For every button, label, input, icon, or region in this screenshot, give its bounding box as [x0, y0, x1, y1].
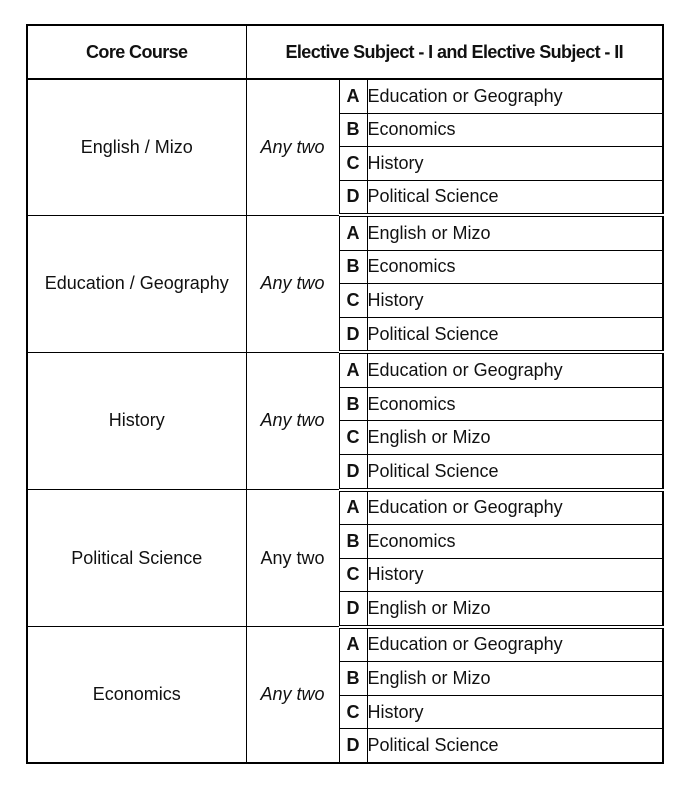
option-subject: English or Mizo [367, 215, 663, 250]
option-subject: Education or Geography [367, 79, 663, 113]
option-subject: English or Mizo [367, 662, 663, 696]
option-letter: A [339, 352, 367, 387]
option-subject: History [367, 284, 663, 318]
selection-rule-cell: Any two [246, 215, 339, 352]
option-subject: Political Science [367, 729, 663, 763]
option-letter: D [339, 454, 367, 489]
option-letter: A [339, 215, 367, 250]
option-letter: D [339, 317, 367, 352]
option-subject: English or Mizo [367, 421, 663, 455]
selection-rule-cell: Any two [246, 490, 339, 627]
table-row [27, 79, 663, 113]
option-letter: D [339, 592, 367, 627]
selection-rule-cell: Any two [246, 627, 339, 763]
core-course-cell: Economics [27, 627, 246, 763]
option-letter: B [339, 387, 367, 421]
table-row [27, 215, 663, 250]
option-subject: Economics [367, 113, 663, 147]
selection-rule-cell: Any two [246, 79, 339, 215]
selection-rule-cell: Any two [246, 352, 339, 489]
core-course-header: Core Course [27, 25, 246, 79]
option-letter: D [339, 729, 367, 763]
option-letter: A [339, 490, 367, 525]
table-header-row [27, 25, 663, 79]
option-subject: Economics [367, 525, 663, 559]
option-letter: B [339, 525, 367, 559]
option-subject: Political Science [367, 180, 663, 215]
table-row [27, 490, 663, 525]
elective-subjects-header: Elective Subject - I and Elective Subject - II [246, 25, 663, 79]
option-subject: History [367, 147, 663, 181]
option-subject: Political Science [367, 317, 663, 352]
option-letter: C [339, 147, 367, 181]
option-letter: C [339, 695, 367, 729]
option-subject: Political Science [367, 454, 663, 489]
option-letter: C [339, 421, 367, 455]
option-subject: Education or Geography [367, 352, 663, 387]
option-subject: Education or Geography [367, 490, 663, 525]
course-table-container [26, 24, 664, 764]
core-course-cell: English / Mizo [27, 79, 246, 215]
table-row [27, 627, 663, 662]
option-letter: B [339, 662, 367, 696]
core-course-cell: Political Science [27, 490, 246, 627]
option-subject: Education or Geography [367, 627, 663, 662]
course-combination-table [26, 24, 664, 764]
option-subject: History [367, 695, 663, 729]
option-letter: D [339, 180, 367, 215]
option-subject: Economics [367, 387, 663, 421]
core-course-cell: History [27, 352, 246, 489]
option-letter: B [339, 250, 367, 284]
option-subject: English or Mizo [367, 592, 663, 627]
option-subject: Economics [367, 250, 663, 284]
option-letter: A [339, 79, 367, 113]
option-subject: History [367, 558, 663, 592]
option-letter: A [339, 627, 367, 662]
option-letter: C [339, 284, 367, 318]
option-letter: C [339, 558, 367, 592]
option-letter: B [339, 113, 367, 147]
table-row [27, 352, 663, 387]
core-course-cell: Education / Geography [27, 215, 246, 352]
